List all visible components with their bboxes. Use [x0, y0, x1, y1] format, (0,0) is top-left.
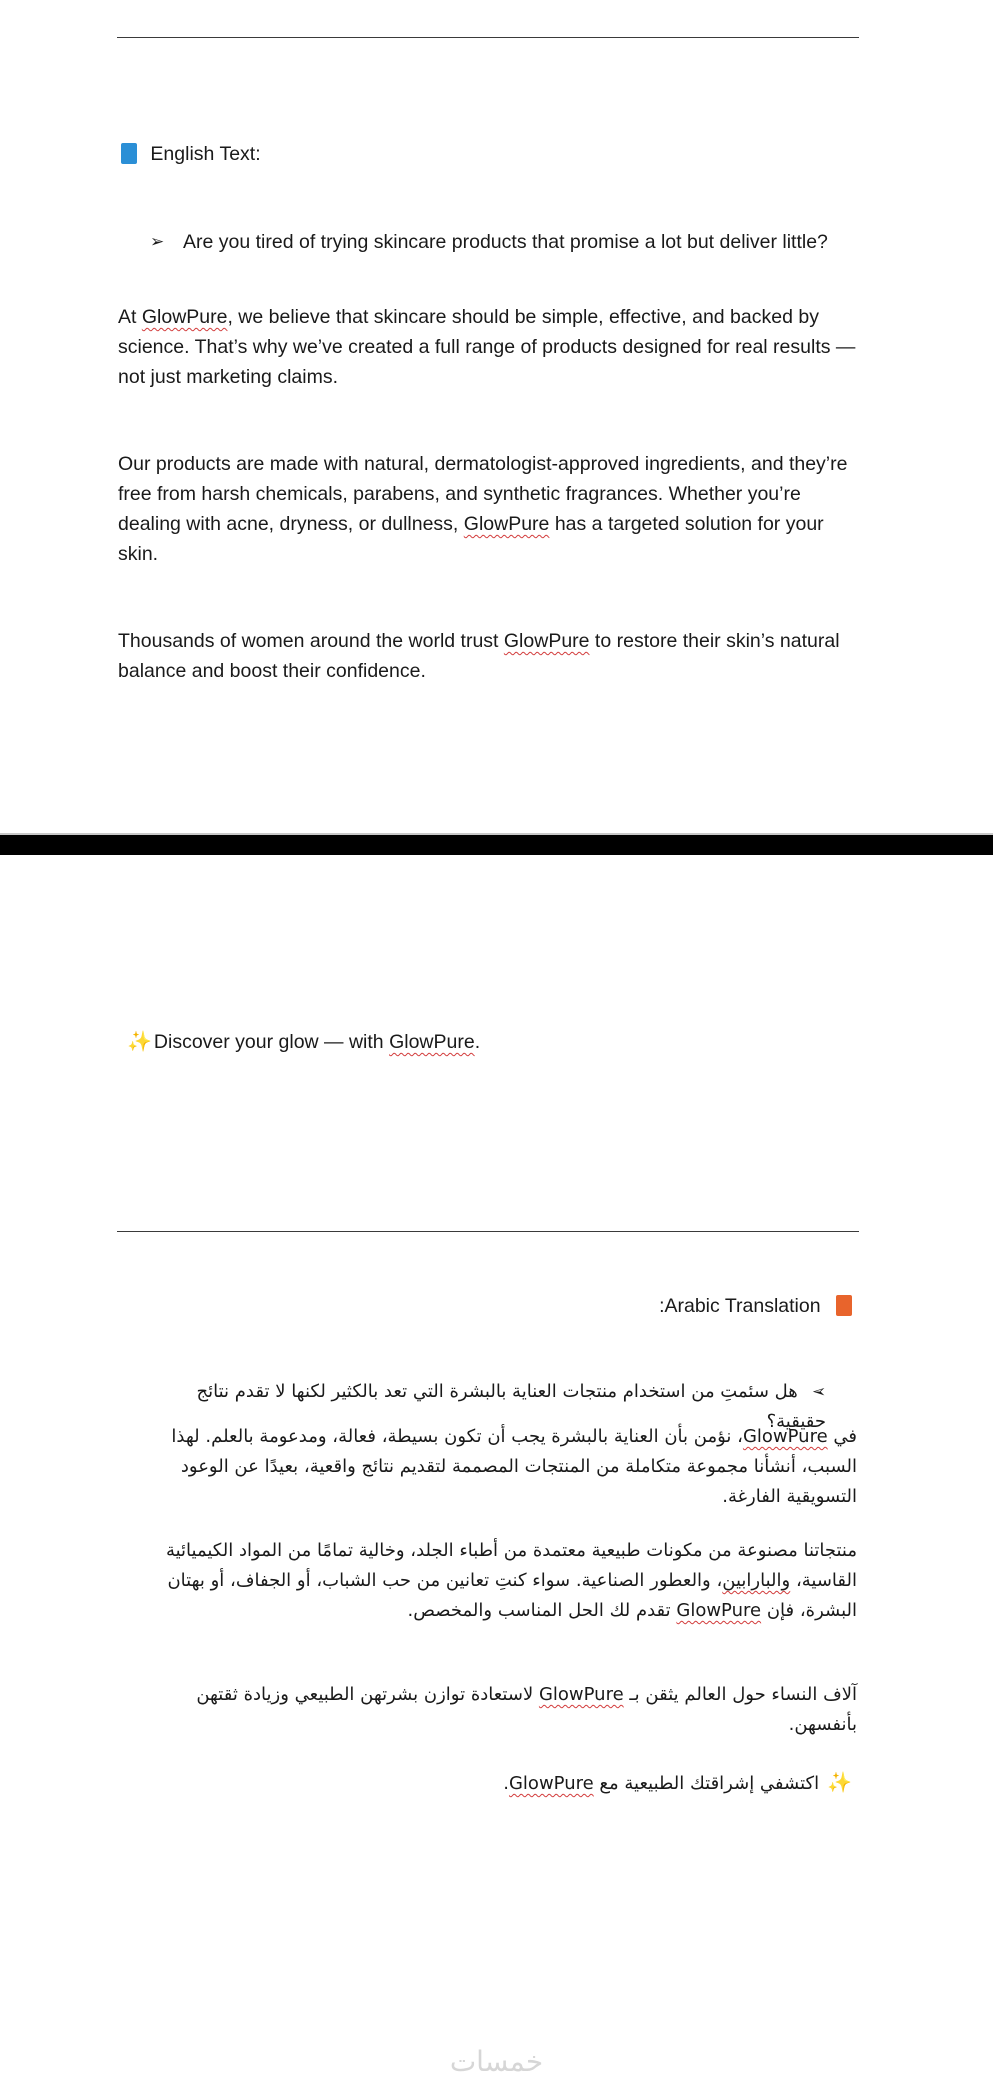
brand-name: GlowPure [508, 1773, 594, 1794]
parabens-word: والبارابين [722, 1570, 791, 1591]
arabic-paragraph-3 [140, 1680, 857, 1740]
arabic-bullet-text: هل سئمتِ من استخدام منتجات العناية بالبشرة التي تعد بالكثير لكنها لا تقدم نتائج حقيقية؟ [196, 1381, 826, 1432]
ar-para2-text-start: منتجاتنا مصنوعة من مكونات طبيعية معتمدة من أطباء الجلد، وخالية تمامًا من المواد الكيميائية القاسية، [165, 1540, 857, 1591]
english-bullet [150, 227, 850, 257]
arabic-paragraph-1 [128, 1422, 857, 1512]
brand-name: GlowPure [503, 630, 590, 652]
brand-name: GlowPure [463, 513, 550, 535]
ar-para1-text-start: في [827, 1426, 857, 1447]
arabic-tagline [400, 1769, 852, 1799]
para1-text-start: At [118, 306, 142, 328]
ar-para1-text-end: ، نؤمن بأن العناية بالبشرة يجب أن تكون بسيطة، فعالة، ومدعومة بالعلم. لهذا السبب، أنشأنا مجموعة متكاملة من المنتجات المصممة لتقديم نتائج واقعية، بعيدًا عن الوعود التسويقية الفارغة. [171, 1426, 857, 1507]
middle-horizontal-rule [117, 1231, 859, 1232]
english-paragraph-1 [118, 302, 862, 392]
tagline-text: Discover your glow — with [153, 1031, 390, 1053]
watermark: خمسات [449, 2045, 544, 2078]
english-heading-label: English Text: [150, 143, 261, 165]
para2-text-start: Our products are made with natural, dermatologist-approved ingredients, and they’re free from harsh chemicals, parabens, and synthetic fragrances. Whether you’re dealing with acne, dryness, or dullness, [118, 453, 848, 535]
para2-text-end: has a targeted solution for your skin. [118, 513, 824, 565]
brand-name: GlowPure [389, 1031, 475, 1053]
sparkles-icon: ✨ [827, 1770, 852, 1794]
page-break-bar [0, 835, 993, 855]
tagline-period: . [474, 1031, 481, 1053]
brand-name: GlowPure [676, 1600, 762, 1621]
ar-para3-text-start: آلاف النساء حول العالم يثقن بـ [623, 1684, 857, 1705]
brand-name: GlowPure [742, 1426, 828, 1447]
brand-name: GlowPure [141, 306, 228, 328]
ar-para2-text-mid: ، والعطور الصناعية. سواء كنتِ تعانين من حب الشباب، أو الجفاف، أو بهتان البشرة، فإن [167, 1570, 857, 1621]
arabic-heading-label: :Arabic Translation [659, 1295, 821, 1317]
bullet-arrow-icon: ➢ [150, 232, 165, 251]
english-paragraph-3 [118, 626, 862, 686]
para3-text-start: Thousands of women around the world trust [118, 630, 504, 652]
para3-text-end: to restore their skin’s natural balance and boost their confidence. [118, 630, 840, 682]
ar-tagline-text: اكتشفي إشراقتك الطبيعية مع [593, 1773, 820, 1794]
blue-book-icon [121, 143, 137, 164]
brand-name: GlowPure [538, 1684, 624, 1705]
sparkles-icon: ✨ [127, 1031, 152, 1053]
english-heading [121, 139, 821, 169]
orange-book-icon [836, 1295, 852, 1316]
arabic-paragraph-2 [140, 1536, 857, 1626]
top-horizontal-rule [117, 37, 859, 38]
english-tagline [127, 1027, 827, 1057]
para1-text-end: , we believe that skincare should be simple, effective, and backed by science. That’s why we’ve created a full range of products designed for real results — not just marketing claims. [118, 306, 856, 388]
ar-para2-text-end: تقدم لك الحل المناسب والمخصص. [407, 1600, 677, 1621]
ar-tagline-period: . [503, 1773, 509, 1794]
bullet-text: Are you tired of trying skincare products that promise a lot but deliver little? [183, 231, 828, 253]
ar-para3-text-end: لاستعادة توازن بشرتهن الطبيعي وزيادة ثقتهن بأنفسهن. [196, 1684, 857, 1735]
bullet-arrow-icon: ➢ [811, 1382, 826, 1402]
english-paragraph-2 [118, 449, 862, 569]
arabic-heading [500, 1291, 852, 1321]
